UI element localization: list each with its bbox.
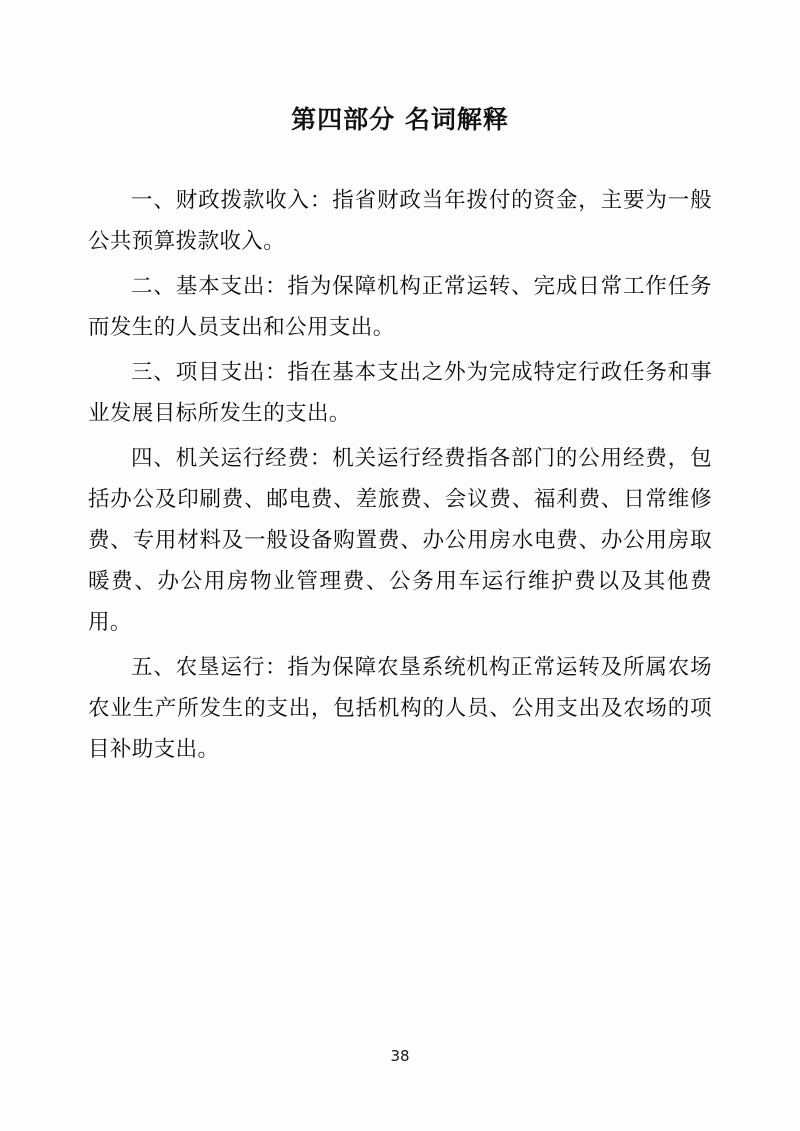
paragraph-3: 三、项目支出：指在基本支出之外为完成特定行政任务和事业发展目标所发生的支出。 xyxy=(88,360,712,426)
paragraph-1: 一、财政拨款收入：指省财政当年拨付的资金，主要为一般公共预算拨款收入。 xyxy=(88,188,712,254)
paragraph-5: 五、农垦运行：指为保障农垦系统机构正常运转及所属农场农业生产所发生的支出，包括机构的人员、公用支出及农场的项目补助支出。 xyxy=(88,655,712,762)
paragraph-4: 四、机关运行经费：机关运行经费指各部门的公用经费，包括办公及印刷费、邮电费、差旅费、会议费、福利费、日常维修费、专用材料及一般设备购置费、办公用房水电费、办公用房取暖费、办公用房物业管理费、公务用车运行维护费以及其他费用。 xyxy=(88,446,712,635)
page-number: 38 xyxy=(390,1047,410,1065)
document-body xyxy=(88,180,712,770)
page-title: 第四部分 名词解释 xyxy=(291,105,509,134)
paragraph-2: 二、基本支出：指为保障机构正常运转、完成日常工作任务而发生的人员支出和公用支出。 xyxy=(88,274,712,340)
